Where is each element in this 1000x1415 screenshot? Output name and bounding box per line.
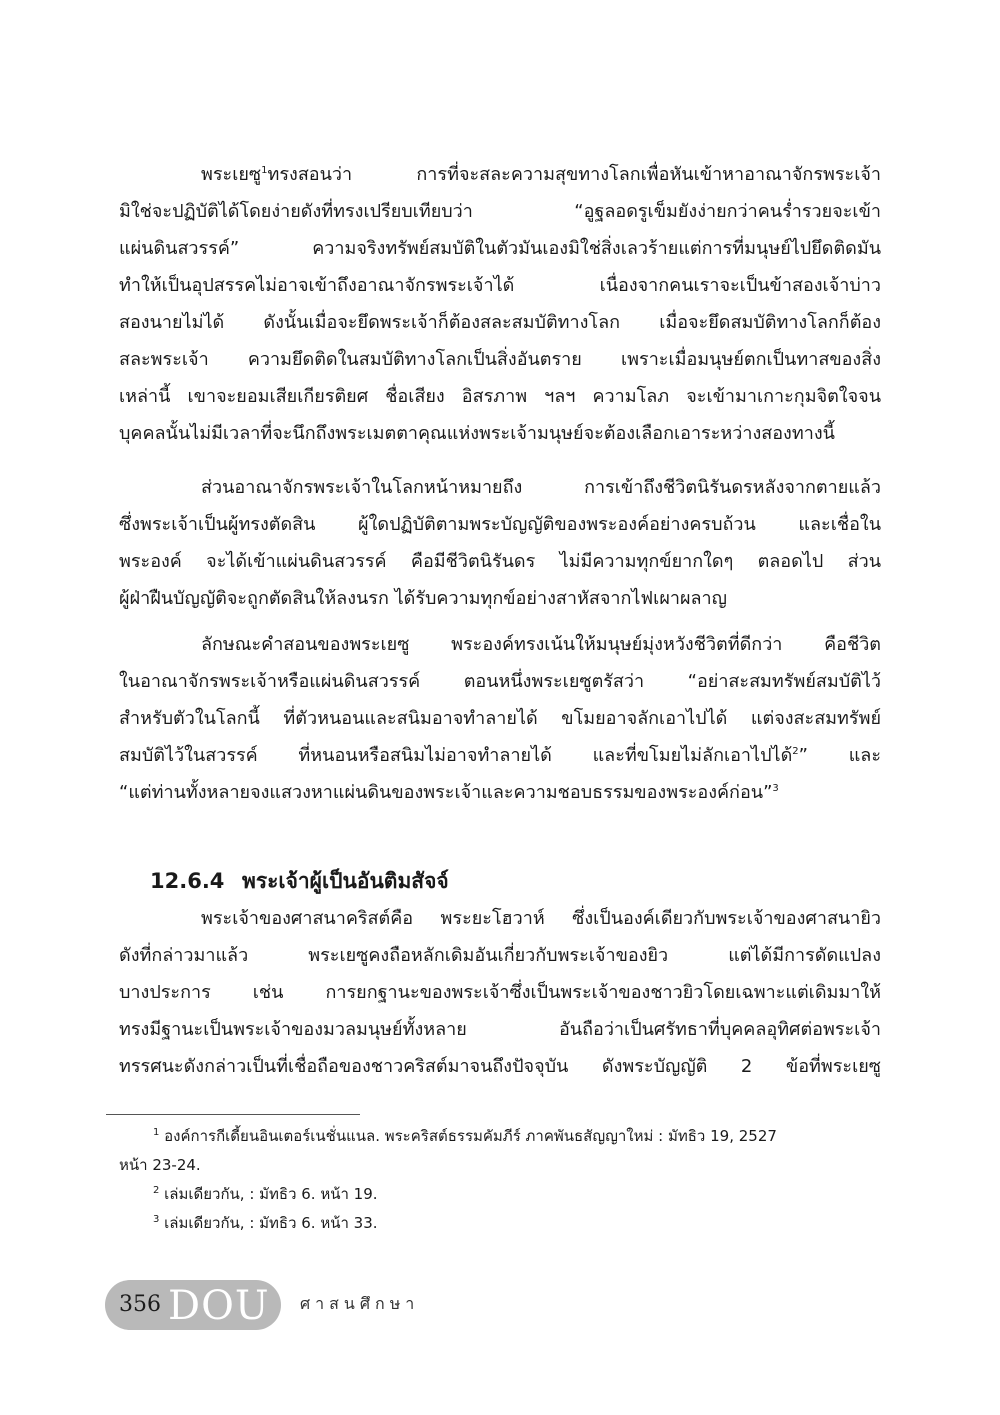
section-title: พระเจ้าผู้เป็นอันติมสัจจ์ [242,869,449,893]
footnote-number: 1 [153,1127,160,1138]
footnote-marker[interactable]: 2 [792,746,799,757]
brand-logo: DOU [168,1283,270,1329]
footnote-marker[interactable]: 3 [772,783,779,794]
paragraph-2 [119,469,881,617]
text-fragment: พระเยซู [201,164,262,185]
text-line: ผู้ฝ่าฝืนบัญญัติจะถูกตัดสินให้ลงนรก ได้รับความทุกข์อย่างสาหัสจากไฟเผาผลาญ [119,588,727,609]
text-line: ทรงมีฐานะเป็นพระเจ้าของมวลมนุษย์ทั้งหลาย อันถือว่าเป็นศรัทธาที่บุคคลอุทิศต่อพระเจ้า [119,1019,881,1040]
page-number: 356 [119,1292,161,1317]
footnote-text: องค์การกีเดี้ยนอินเตอร์เนชั่นแนล. พระคริสต์ธรรมคัมภีร์ ภาคพันธสัญญาใหม่ : มัทธิว 19, 2527 [164,1127,777,1145]
footnote-divider [106,1114,360,1115]
text-line: ทำให้เป็นอุปสรรคไม่อาจเข้าถึงอาณาจักรพระเจ้าได้ เนื่องจากคนเราจะเป็นข้าสองเจ้าบ่าว [119,275,881,296]
paragraph-1 [119,156,881,452]
text-line: ลักษณะคำสอนของพระเยซู พระองค์ทรงเน้นให้มนุษย์มุ่งหวังชีวิตที่ดีกว่า คือชีวิต [201,634,881,655]
text-fragment: ” และ [798,745,881,766]
text-line: ในอาณาจักรพระเจ้าหรือแผ่นดินสวรรค์ ตอนหนึ่งพระเยซูตรัสว่า “อย่าสะสมทรัพย์สมบัติไว้ [119,671,881,692]
text-line: ดังที่กล่าวมาแล้ว พระเยซูคงถือหลักเดิมอันเกี่ยวกับพระเจ้าของยิว แต่ได้มีการดัดแปลง [119,945,881,966]
section-number: 12.6.4 [150,869,225,893]
text-line: สำหรับตัวในโลกนี้ ที่ตัวหนอนและสนิมอาจทำลายได้ ขโมยอาจลักเอาไปได้ แต่จงสะสมทรัพย์ [119,708,881,729]
text-line: พระเจ้าของศาสนาคริสต์คือ พระยะโฮวาห์ ซึ่งเป็นองค์เดียวกับพระเจ้าของศาสนายิว [201,908,881,929]
footnote-2 [119,1180,889,1209]
paragraph-3 [119,626,881,811]
text-line: มิใช่จะปฏิบัติได้โดยง่ายดังที่ทรงเปรียบเทียบว่า “อูฐลอดรูเข็มยังง่ายกว่าคนร่ำรวยจะเข้า [119,201,881,222]
footnote-text: เล่มเดียวกัน, : มัทธิว 6. หน้า 33. [164,1214,378,1232]
text-fragment: ทรงสอนว่า การที่จะสละความสุขทางโลกเพื่อหันเข้าหาอาณาจักรพระเจ้า [267,164,881,185]
footnote-number: 2 [153,1185,160,1196]
text-line: ส่วนอาณาจักรพระเจ้าในโลกหน้าหมายถึง การเข้าถึงชีวิตนิรันดรหลังจากตายแล้ว [201,477,881,498]
text-line: ทรรศนะดังกล่าวเป็นที่เชื่อถือของชาวคริสต์มาจนถึงปัจจุบัน ดังพระบัญญัติ 2 ข้อที่พระเยซู [119,1056,881,1077]
paragraph-4 [119,900,881,1085]
text-line: เหล่านี้ เขาจะยอมเสียเกียรติยศ ชื่อเสียง อิสรภาพ ฯลฯ ความโลภ จะเข้ามาเกาะกุมจิตใจจน [119,386,881,407]
footnote-line [119,1209,889,1238]
text-line: พระองค์ จะได้เข้าแผ่นดินสวรรค์ คือมีชีวิตนิรันดร ไม่มีความทุกข์ยากใดๆ ตลอดไป ส่วน [119,551,881,572]
text-line: บุคคลนั้นไม่มีเวลาที่จะนึกถึงพระเมตตาคุณแห่งพระเจ้ามนุษย์จะต้องเลือกเอาระหว่างสองทางนี้ [119,423,835,444]
text-line [119,774,881,811]
footnote-marker[interactable]: 1 [261,165,268,176]
text-line: บางประการ เช่น การยกฐานะของพระเจ้าซึ่งเป็นพระเจ้าของชาวยิวโดยเฉพาะแต่เดิมมาให้ [119,982,881,1003]
text-line [119,737,881,774]
footnote-1 [119,1122,889,1180]
footnote-line [119,1122,889,1151]
footnote-number: 3 [153,1214,160,1225]
running-footer-title: ศาสนศึกษา [300,1294,420,1313]
footnote-text: เล่มเดียวกัน, : มัทธิว 6. หน้า 19. [164,1185,378,1203]
text-line: แผ่นดินสวรรค์” ความจริงทรัพย์สมบัติในตัวมันเองมิใช่สิ่งเลวร้ายแต่การที่มนุษย์ไปยึดติดมัน [119,238,881,259]
section-heading [150,866,449,896]
text-line: สองนายไม่ได้ ดังนั้นเมื่อจะยึดพระเจ้าก็ต้องสละสมบัติทางโลก เมื่อจะยึดสมบัติทางโลกก็ต้อง [119,312,881,333]
text-line: ซึ่งพระเจ้าเป็นผู้ทรงตัดสิน ผู้ใดปฏิบัติตามพระบัญญัติของพระองค์อย่างครบถ้วน และเชื่อใน [119,514,881,535]
text-line: สละพระเจ้า ความยึดติดในสมบัติทางโลกเป็นสิ่งอันตราย เพราะเมื่อมนุษย์ตกเป็นทาสของสิ่ง [119,349,881,370]
text-fragment: “แต่ท่านทั้งหลายจงแสวงหาแผ่นดินของพระเจ้าและความชอบธรรมของพระองค์ก่อน” [119,782,773,803]
footnote-line: หน้า 23-24. [119,1156,201,1174]
text-fragment: สมบัติไว้ในสวรรค์ ที่หนอนหรือสนิมไม่อาจทำลายได้ และที่ขโมยไม่ลักเอาไปได้ [119,745,793,766]
footnote-3 [119,1209,889,1238]
footnote-line [119,1180,889,1209]
text-line [119,156,881,193]
